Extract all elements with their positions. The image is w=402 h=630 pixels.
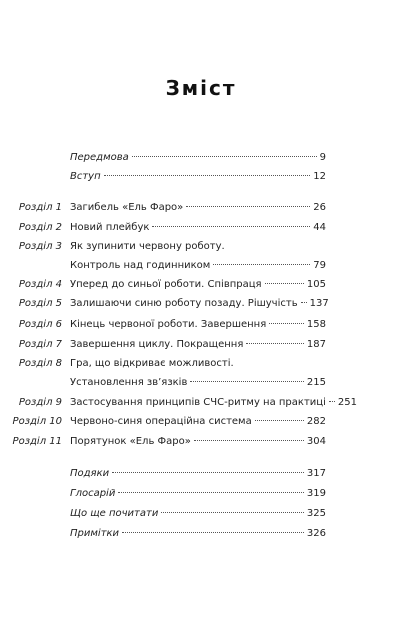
toc-entry-chapter-4 [0,277,402,293]
toc-entry-row [70,395,357,411]
toc-entry-title: Глосарій [70,488,116,499]
toc-entry-row [70,526,326,542]
dot-leader [255,420,304,421]
chapter-label: Розділ 8 [18,358,62,369]
dot-leader [265,283,304,284]
toc-entry-title-line1: Гра, що відкриває можливості. [70,358,234,369]
toc-entry-page: 187 [306,339,326,350]
chapter-label: Розділ 3 [18,241,62,252]
toc-entry-row [70,296,329,312]
toc-entry-further-reading [0,506,402,522]
dot-leader [104,175,311,176]
toc-entry-page: 215 [306,377,326,388]
toc-entry-title: Завершення циклу. Покращення [70,339,244,350]
dot-leader [161,512,304,513]
toc-entry-row [70,466,326,482]
toc-entry-title: Контроль над годинником [70,260,211,271]
toc-entry-chapter-10 [0,414,402,430]
dot-leader [301,302,307,303]
toc-entry-page: 304 [306,436,326,447]
toc-entry-page: 325 [306,508,326,519]
page-title: Зміст [165,76,237,100]
toc-entry-page: 282 [306,416,326,427]
toc-entry-chapter-6 [0,317,402,333]
toc-entry-row [70,486,326,502]
dot-leader [190,381,304,382]
chapter-label: Розділ 6 [18,319,62,330]
toc-entry-title: Новий плейбук [70,222,150,233]
toc-entry-chapter-7 [0,337,402,353]
toc-entry-title: Установлення зв’язків [70,377,188,388]
toc-entry-row [70,414,326,430]
chapter-label: Розділ 5 [18,298,62,309]
dot-leader [152,226,310,227]
chapter-label: Розділ 4 [18,279,62,290]
toc-entry-title: Кінець червоної роботи. Завершення [70,319,267,330]
dot-leader [213,264,310,265]
toc-entry-row [70,169,326,185]
toc-entry-row [70,220,326,236]
dot-leader [329,401,335,402]
toc-entry-row [70,317,326,333]
dot-leader [112,472,304,473]
toc-entry-introduction [0,169,402,185]
toc-entry-page: 9 [319,152,326,163]
toc-entry-title: Передмова [70,152,129,163]
toc-entry-page: 79 [313,260,326,271]
toc-entry-page: 158 [306,319,326,330]
toc-entry-glossary [0,486,402,502]
toc-entry-title-line1: Як зупинити червону роботу. [70,241,225,252]
toc-entry-chapter-11 [0,434,402,450]
dot-leader [194,440,304,441]
chapter-label: Розділ 1 [18,202,62,213]
toc-entry-title: Залишаючи синю роботу позаду. Рішучість [70,298,298,309]
toc-entry-title: Порятунок «Ель Фаро» [70,436,191,447]
dot-leader [186,206,310,207]
chapter-label: Розділ 9 [18,397,62,408]
dot-leader [118,492,304,493]
toc-entry-chapter-2 [0,220,402,236]
toc-entry-page: 12 [313,171,326,182]
chapter-label: Розділ 2 [18,222,62,233]
toc-entry-row [70,150,326,166]
toc-entry-row [70,337,326,353]
toc-entry-title: Вступ [70,171,101,182]
toc-entry-page: 251 [337,397,357,408]
toc-entry-page: 326 [306,528,326,539]
toc-entry-row [70,375,326,391]
toc-entry-page: 319 [306,488,326,499]
toc-entry-title: Застосування принципів СЧС-ритму на практиці [70,397,326,408]
toc-entry-page: 105 [306,279,326,290]
toc-entry-title: Загибель «Ель Фаро» [70,202,184,213]
toc-entry-chapter-5 [0,296,402,312]
toc-entry-notes [0,526,402,542]
toc-entry-foreword [0,150,402,166]
toc-entry-chapter-3 [0,239,402,275]
dot-leader [246,343,304,344]
toc-entry-page: 317 [306,468,326,479]
toc-entry-page: 137 [309,298,329,309]
toc-entry-chapter-9 [0,395,402,411]
toc-entry-title: Уперед до синьої роботи. Співпраця [70,279,262,290]
toc-entry-chapter-1 [0,200,402,216]
toc-entry-row [70,277,326,293]
toc-entry-row [70,258,326,274]
chapter-label: Розділ 11 [12,436,62,447]
dot-leader [132,156,317,157]
toc-entry-title: Подяки [70,468,110,479]
chapter-label: Розділ 10 [12,416,62,427]
toc-entry-title: Червоно-синя операційна система [70,416,252,427]
toc-entry-row [70,506,326,522]
toc-entry-page: 26 [313,202,326,213]
toc-entry-title: Примітки [70,528,120,539]
dot-leader [122,532,304,533]
toc-entry-title: Що ще почитати [70,508,159,519]
toc-entry-row [70,434,326,450]
toc-entry-acknowledgements [0,466,402,482]
chapter-label: Розділ 7 [18,339,62,350]
toc-entry-chapter-8 [0,356,402,392]
dot-leader [269,323,304,324]
toc-entry-page: 44 [313,222,326,233]
toc-entry-row [70,200,326,216]
